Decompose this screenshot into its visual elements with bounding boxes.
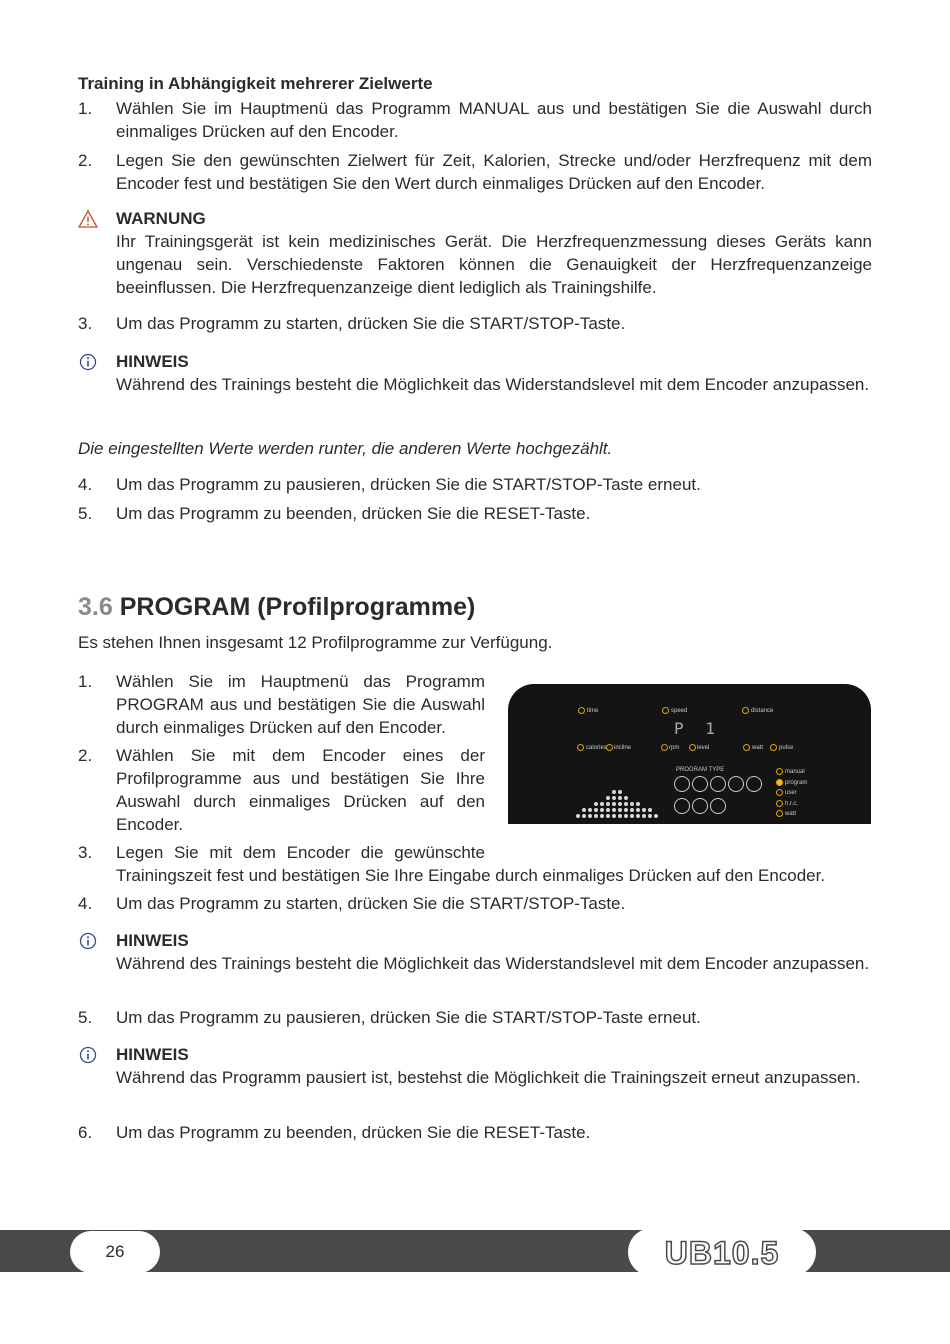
matrix-dot xyxy=(618,808,622,812)
matrix-dot xyxy=(642,808,646,812)
indicator-dot xyxy=(661,744,668,751)
step-number: 1. xyxy=(78,672,93,691)
section-number: 3.6 xyxy=(78,593,113,621)
step-text: Legen Sie den gewünschten Zielwert für Zeit, Kalorien, Strecke und/oder Herzfrequenz mit dem Encoder fest und bestätigen Sie den Wert durch einmaliges Drücken auf den Encoder. xyxy=(116,151,872,193)
label-speed: speed xyxy=(671,708,688,714)
step-text: Um das Programm zu pausieren, drücken Sie die START/STOP-Taste erneut. xyxy=(116,1008,701,1027)
warning-title: WARNUNG xyxy=(116,209,206,228)
matrix-dot xyxy=(618,814,622,818)
matrix-dot xyxy=(624,802,628,806)
indicator-dot xyxy=(578,707,585,714)
hint-box xyxy=(78,350,872,396)
list-item xyxy=(78,502,872,525)
mode-label-user: user xyxy=(785,790,797,796)
matrix-dot xyxy=(594,814,598,818)
matrix-dot xyxy=(600,808,604,812)
list-item xyxy=(78,744,485,836)
hint-text: Während das Programm pausiert ist, bestehst die Möglichkeit die Trainingszeit erneut anzupassen. xyxy=(116,1068,861,1087)
hint-title: HINWEIS xyxy=(116,931,189,950)
step-number: 6. xyxy=(78,1123,93,1142)
program-icon xyxy=(674,798,690,814)
model-name: UB10.5 xyxy=(664,1235,780,1271)
list-item xyxy=(78,473,872,496)
matrix-dot xyxy=(600,802,604,806)
section-title-text: PROGRAM (Profilprogramme) xyxy=(119,593,476,621)
step-text-line1: Legen Sie mit dem Encoder die gewünschte xyxy=(116,843,485,862)
step-text: Um das Programm zu beenden, drücken Sie die RESET-Taste. xyxy=(116,1123,591,1142)
indicator-dot xyxy=(770,744,777,751)
step-number: 5. xyxy=(78,1008,93,1027)
step-number: 4. xyxy=(78,894,93,913)
step-number: 2. xyxy=(78,151,93,170)
section-intro: Es stehen Ihnen insgesamt 12 Profilprogramme zur Verfügung. xyxy=(78,633,553,652)
matrix-dot xyxy=(606,796,610,800)
matrix-dot xyxy=(630,808,634,812)
program-icon xyxy=(674,776,690,792)
warning-icon xyxy=(78,209,98,229)
list-item xyxy=(78,670,485,739)
italic-note: Die eingestellten Werte werden runter, die anderen Werte hochgezählt. xyxy=(78,439,613,458)
matrix-dot xyxy=(612,814,616,818)
matrix-dot xyxy=(612,802,616,806)
matrix-dot xyxy=(624,814,628,818)
label-level: level xyxy=(697,745,710,751)
indicator-dot xyxy=(743,744,750,751)
matrix-dot xyxy=(648,808,652,812)
program-icon xyxy=(692,776,708,792)
matrix-dot xyxy=(606,808,610,812)
info-icon xyxy=(78,1045,98,1065)
matrix-dot xyxy=(582,814,586,818)
list-item xyxy=(78,841,872,887)
hint-title: HINWEIS xyxy=(116,1045,189,1064)
matrix-dot xyxy=(630,802,634,806)
step-number: 2. xyxy=(78,746,93,765)
list-item xyxy=(78,1006,872,1029)
indicator-dot xyxy=(689,744,696,751)
segment-display: P 1 xyxy=(674,719,721,738)
mode-dot xyxy=(776,768,783,775)
label-calories: calories xyxy=(586,745,607,751)
mode-dot xyxy=(776,789,783,796)
step-text: Um das Programm zu pausieren, drücken Sie die START/STOP-Taste erneut. xyxy=(116,475,701,494)
matrix-dot xyxy=(642,814,646,818)
indicator-dot xyxy=(662,707,669,714)
mode-label-manual: manual xyxy=(785,769,805,775)
matrix-dot xyxy=(624,808,628,812)
list-item xyxy=(78,149,872,195)
step-number: 3. xyxy=(78,314,93,333)
step-number: 3. xyxy=(78,843,93,862)
subsection-heading: Training in Abhängigkeit mehrerer Zielwerte xyxy=(78,74,433,93)
program-icon xyxy=(746,776,762,792)
step-text: Wählen Sie mit dem Encoder eines der Profilprogramme aus und bestätigen Sie Ihre Auswahl durch einmaliges Drücken auf den Encoder. xyxy=(116,746,485,834)
matrix-dot xyxy=(588,814,592,818)
hint-box xyxy=(78,1043,872,1089)
label-incline: incline xyxy=(614,745,632,751)
mode-label-hrc: h.r.c. xyxy=(785,801,799,807)
indicator-dot xyxy=(742,707,749,714)
program-icon xyxy=(710,776,726,792)
list-item xyxy=(78,312,872,335)
matrix-dot xyxy=(612,796,616,800)
step-text: Um das Programm zu starten, drücken Sie die START/STOP-Taste. xyxy=(116,894,626,913)
matrix-dot xyxy=(606,814,610,818)
step-text: Wählen Sie im Hauptmenü das Programm PROGRAM aus und bestätigen Sie die Auswahl durch einmaliges Drücken auf den Encoder. xyxy=(116,672,485,737)
hint-text: Während des Trainings besteht die Möglichkeit das Widerstandslevel mit dem Encoder anzupassen. xyxy=(116,375,870,394)
step-text: Wählen Sie im Hauptmenü das Programm MANUAL aus und bestätigen Sie die Auswahl durch einmaliges Drücken auf den Encoder. xyxy=(116,99,872,141)
mode-label-program: program xyxy=(785,780,808,786)
program-icon xyxy=(728,776,744,792)
label-pulse: pulse xyxy=(779,745,794,751)
label-distance: distance xyxy=(751,708,774,714)
list-item xyxy=(78,1121,872,1144)
warning-text: Ihr Trainingsgerät ist kein medizinisches Gerät. Die Herzfrequenzmessung dieses Geräts kann ungenau sein. Verschiedenste Faktoren können die Genauigkeit der Herzfrequenzanzeige beeinflussen. Die Herzfrequenzanzeige dient lediglich als Trainingshilfe. xyxy=(116,232,872,297)
matrix-dot xyxy=(636,814,640,818)
list-item xyxy=(78,97,872,143)
matrix-dot xyxy=(648,814,652,818)
matrix-dot xyxy=(576,814,580,818)
program-icon xyxy=(692,798,708,814)
matrix-dot xyxy=(618,796,622,800)
step-number: 1. xyxy=(78,99,93,118)
label-time: time xyxy=(587,708,599,714)
matrix-dot xyxy=(594,808,598,812)
section-title xyxy=(78,592,475,622)
mode-dot xyxy=(776,800,783,807)
step-number: 5. xyxy=(78,504,93,523)
indicator-dot xyxy=(606,744,613,751)
info-icon xyxy=(78,931,98,951)
indicator-dot xyxy=(577,744,584,751)
matrix-dot xyxy=(636,802,640,806)
mode-dot-selected xyxy=(776,779,783,786)
matrix-dot xyxy=(588,808,592,812)
matrix-dot xyxy=(594,802,598,806)
step-number: 4. xyxy=(78,475,93,494)
label-watt: watt xyxy=(752,745,764,751)
matrix-dot xyxy=(624,796,628,800)
hint-box xyxy=(78,929,872,975)
matrix-dot xyxy=(618,790,622,794)
step-text: Um das Programm zu starten, drücken Sie die START/STOP-Taste. xyxy=(116,314,626,333)
hint-title: HINWEIS xyxy=(116,352,189,371)
matrix-dot xyxy=(612,808,616,812)
mode-dot xyxy=(776,810,783,817)
matrix-dot xyxy=(654,814,658,818)
matrix-dot xyxy=(606,802,610,806)
program-icon xyxy=(710,798,726,814)
page-number: 26 xyxy=(70,1231,160,1273)
matrix-dot xyxy=(630,814,634,818)
step-text: Um das Programm zu beenden, drücken Sie die RESET-Taste. xyxy=(116,504,591,523)
matrix-dot xyxy=(612,790,616,794)
matrix-dot xyxy=(618,802,622,806)
label-program-type: PROGRAM TYPE xyxy=(676,767,725,773)
step-text-line2: Trainingszeit fest und bestätigen Sie Ihre Eingabe durch einmaliges Drücken auf den Encoder. xyxy=(116,866,826,885)
matrix-dot xyxy=(582,808,586,812)
list-item xyxy=(78,892,872,915)
label-rpm: rpm xyxy=(669,745,680,751)
mode-label-watt: watt xyxy=(785,811,797,817)
matrix-dot xyxy=(600,814,604,818)
warning-box xyxy=(78,207,872,299)
hint-text: Während des Trainings besteht die Möglichkeit das Widerstandslevel mit dem Encoder anzupassen. xyxy=(116,954,870,973)
matrix-dot xyxy=(636,808,640,812)
console-display-image xyxy=(508,684,871,824)
model-badge xyxy=(628,1228,816,1276)
info-icon xyxy=(78,352,98,372)
dot-matrix-profile xyxy=(574,780,660,820)
